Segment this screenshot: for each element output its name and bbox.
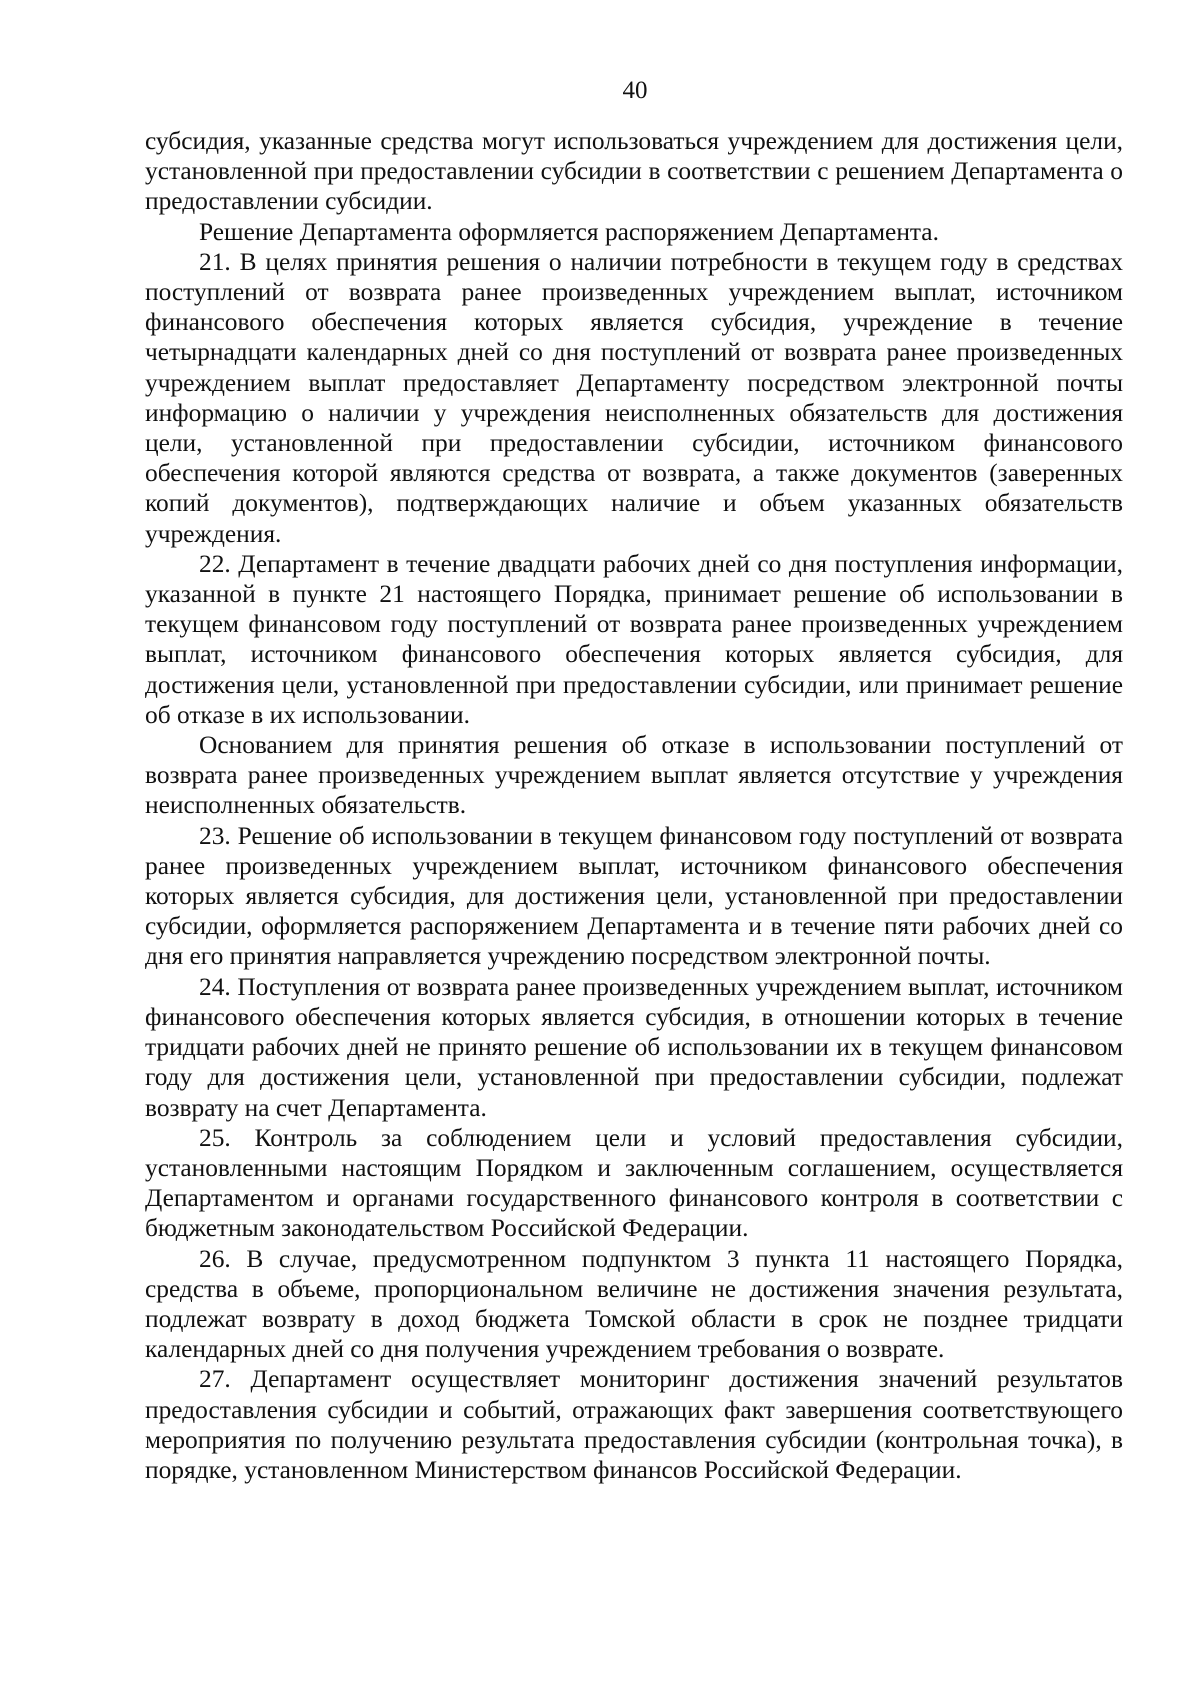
paragraph-item-25: 25. Контроль за соблюдением цели и условий предоставления субсидии, установленными настоящим Порядком и заключенным соглашением, осуществляется Департаментом и органами государственного финансового контроля в соответствии с бюджетным законодательством Российской Федерации. [145, 1123, 1123, 1243]
paragraph-item-26: 26. В случае, предусмотренном подпунктом 3 пункта 11 настоящего Порядка, средства в объеме, пропорциональном величине не достижения значения результата, подлежат возврату в доход бюджета Томской области в срок не позднее тридцати календарных дней со дня получения учреждением требования о возврате. [145, 1244, 1123, 1364]
page-number: 40 [622, 77, 648, 104]
paragraph-item-27: 27. Департамент осуществляет мониторинг достижения значений результатов предоставления субсидии и событий, отражающих факт завершения соответствующего мероприятия по получению результата предоставления субсидии (контрольная точка), в порядке, установленном Министерством финансов Российской Федерации. [145, 1365, 1123, 1484]
paragraph-item-24: 24. Поступления от возврата ранее произведенных учреждением выплат, источником финансового обеспечения которых является субсидия, в отношении которых в течение тридцати рабочих дней не принято решение об использовании их в текущем финансовом году для достижения цели, установленной при предоставлении субсидии, подлежат возврату на счет Департамента. [145, 972, 1123, 1122]
paragraph-refusal-basis: Основанием для принятия решения об отказе в использовании поступлений от возврата ранее произведенных учреждением выплат является отсутствие у учреждения неисполненных обязательств. [145, 731, 1123, 820]
paragraph-item-22: 22. Департамент в течение двадцати рабочих дней со дня поступления информации, указанной в пункте 21 настоящего Порядка, принимает решение об использовании в текущем финансовом году поступлений от возврата ранее произведенных учреждением выплат, источником финансового обеспечения которых является субсидия, для достижения цели, установленной при предоставлении субсидии, или принимает решение об отказе в их использовании. [145, 549, 1123, 729]
paragraph-decision-form: Решение Департамента оформляется распоряжением Департамента. [199, 217, 939, 246]
document-body [145, 126, 1123, 1485]
paragraph-item-23: 23. Решение об использовании в текущем финансовом году поступлений от возврата ранее произведенных учреждением выплат, источником финансового обеспечения которых является субсидия, для достижения цели, установленной при предоставлении субсидии, оформляется распоряжением Департамента и в течение пяти рабочих дней со дня его принятия направляется учреждению посредством электронной почты. [145, 821, 1123, 971]
paragraph-item-21: 21. В целях принятия решения о наличии потребности в текущем году в средствах поступлений от возврата ранее произведенных учреждением выплат, источником финансового обеспечения которых является субсидия, учреждение в течение четырнадцати календарных дней со дня поступлений от возврата ранее произведенных учреждением выплат предоставляет Департаменту посредством электронной почты информацию о наличии у учреждения неисполненных обязательств для достижения цели, установленной при предоставлении субсидии, источником финансового обеспечения которой являются средства от возврата, а также документов (заверенных копий документов), подтверждающих наличие и объем указанных обязательств учреждения. [145, 247, 1123, 548]
paragraph-continuation: субсидия, указанные средства могут использоваться учреждением для достижения цели, установленной при предоставлении субсидии в соответствии с решением Департамента о предоставлении субсидии. [145, 127, 1123, 216]
